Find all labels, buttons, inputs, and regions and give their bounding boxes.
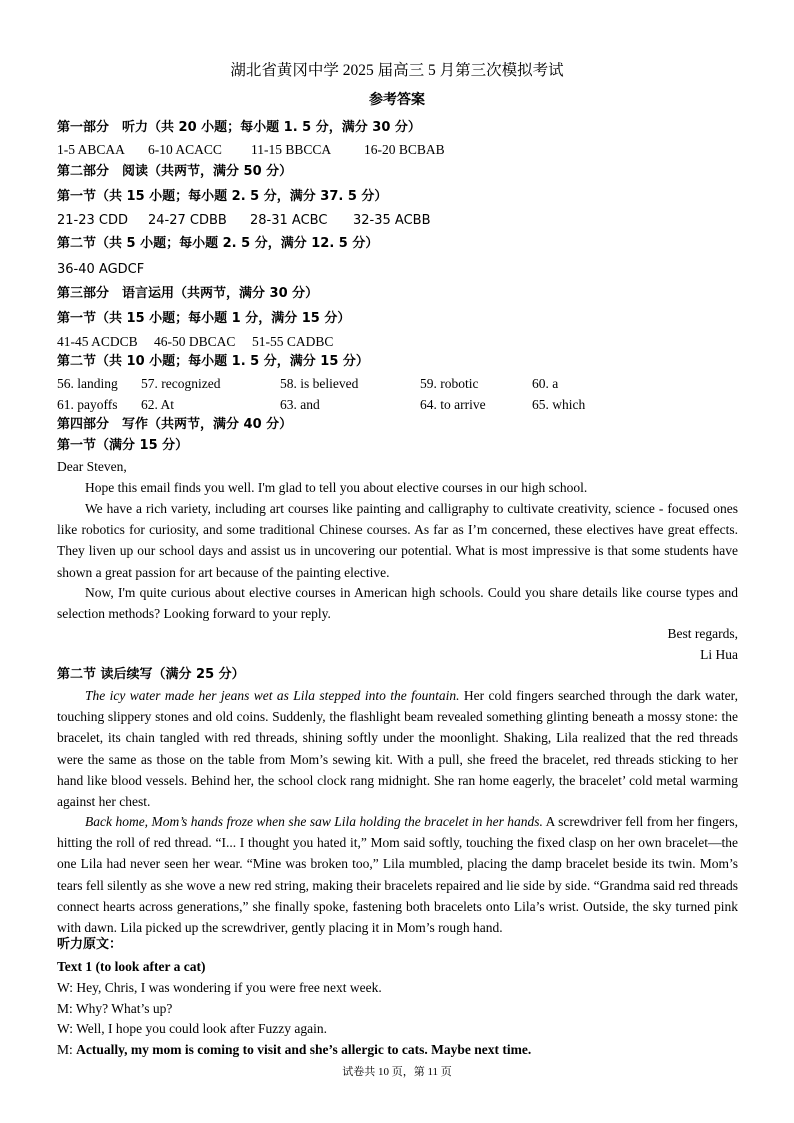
- story-lead-sentence: The icy water made her jeans wet as Lila stepped into the fountain.: [85, 688, 460, 703]
- grammar-answer: 59. robotic: [420, 376, 479, 391]
- letter-closing: Best regards,: [667, 626, 738, 641]
- grammar-answers-row: [57, 394, 739, 415]
- story-paragraph: [57, 685, 738, 812]
- part2-section1-heading: 第一节（共 15 小题；每小题 2. 5 分，满分 37. 5 分）: [57, 189, 388, 204]
- speaker-label: M:: [57, 1042, 77, 1057]
- page-subtitle: 参考答案: [369, 92, 425, 108]
- letter-paragraph: Now, I'm quite curious about elective courses in American high schools. Could you share details like course types and selection methods? Looking forward to your reply.: [57, 585, 738, 622]
- letter-paragraph: We have a rich variety, including art courses like painting and calligraphy to cultivate creativity, science - focused ones like robotics for curiosity, and some traditional Chinese courses. As far as I’m concerned, these electives have great effects. They liven up our school days and assist us in uncovering our potential. What is most impressive is that some students have shown a great passion for art because of the painting elective.: [57, 501, 738, 580]
- grammar-answer: 57. recognized: [141, 376, 221, 391]
- letter-paragraph: Hope this email finds you well. I'm glad to tell you about elective courses in our high school.: [85, 480, 588, 495]
- page-footer: 试卷共 10 页，第 11 页: [342, 1066, 452, 1078]
- part3-section1-heading: 第一节（共 15 小题；每小题 1 分，满分 15 分）: [57, 311, 351, 326]
- page-title: 湖北省黄冈中学 2025 届高三 5 月第三次模拟考试: [230, 62, 564, 79]
- answer-group: 16-20 BCBAB: [364, 142, 445, 157]
- answer-group: 36-40 AGDCF: [57, 262, 145, 277]
- answer-group: 32-35 ACBB: [353, 213, 431, 228]
- answer-group: 51-55 CADBC: [252, 334, 334, 349]
- part4-section2-heading: 第二节 读后续写（满分 25 分）: [57, 667, 245, 682]
- part2-section2-heading: 第二节（共 5 小题；每小题 2. 5 分，满分 12. 5 分）: [57, 236, 379, 251]
- part2-section2-answers: [57, 258, 739, 280]
- grammar-answer: 64. to arrive: [420, 397, 486, 412]
- answer-group: 21-23 CDD: [57, 213, 129, 228]
- part1-heading: 第一部分 听力（共 20 小题；每小题 1. 5 分，满分 30 分）: [57, 120, 421, 135]
- part2-section1-answers: [57, 209, 739, 231]
- answer-group: 46-50 DBCAC: [154, 334, 236, 349]
- letter-signature: Li Hua: [700, 647, 738, 662]
- story-body: Her cold fingers searched through the dark water, touching slippery stones and old coins. Suddenly, the flashlight beam revealed something glinting beneath a mossy stone: the bracelet, its chain tangled with red threads, shining softly under the moonlight. Shaking, Lila realized that the red threads were the same as those on the table from Mom’s sewing kit. With a pull, she freed the bracelet, red threads sticking to her hand like blood vessels. Behind her, the school clock rang midnight. She ran home eagerly, the bracelet’ cold metal warming against her chest.: [57, 688, 738, 810]
- part4-heading: 第四部分 写作（共两节，满分 40 分）: [57, 417, 293, 432]
- dialogue-line: W: Well, I hope you could look after Fuzzy again.: [57, 1021, 327, 1036]
- grammar-answer: 60. a: [532, 376, 559, 391]
- part1-answers: [57, 139, 739, 160]
- grammar-answer: 61. payoffs: [57, 397, 118, 412]
- grammar-answer: 62. At: [141, 397, 175, 412]
- answer-group: 24-27 CDBB: [148, 213, 227, 228]
- letter-salutation: Dear Steven,: [57, 459, 127, 474]
- part2-heading: 第二部分 阅读（共两节，满分 50 分）: [57, 164, 293, 179]
- text1-title: Text 1 (to look after a cat): [57, 959, 206, 974]
- answer-group: 1-5 ABCAA: [57, 142, 125, 157]
- part3-section1-answers: [57, 331, 739, 352]
- part3-heading: 第三部分 语言运用（共两节，满分 30 分）: [57, 286, 319, 301]
- key-answer-sentence: Actually, my mom is coming to visit and she’s allergic to cats. Maybe next time.: [76, 1042, 532, 1057]
- grammar-answer: 56. landing: [57, 376, 118, 391]
- grammar-answer: 63. and: [280, 397, 320, 412]
- grammar-answer: 58. is believed: [280, 376, 359, 391]
- part4-section1-heading: 第一节（满分 15 分）: [57, 438, 189, 453]
- dialogue-line: [57, 1039, 739, 1060]
- answer-group: 6-10 ACACC: [148, 142, 222, 157]
- dialogue-line: W: Hey, Chris, I was wondering if you were free next week.: [57, 980, 382, 995]
- grammar-answer: 65. which: [532, 397, 586, 412]
- story-paragraph: [57, 811, 738, 938]
- grammar-answers-row: [57, 373, 739, 394]
- dialogue-line: M: Why? What’s up?: [57, 1001, 173, 1016]
- answer-group: 28-31 ACBC: [250, 213, 328, 228]
- listening-heading: 听力原文：: [57, 937, 123, 952]
- answer-group: 11-15 BBCCA: [251, 142, 332, 157]
- part3-section2-heading: 第二节（共 10 小题；每小题 1. 5 分，满分 15 分）: [57, 354, 369, 369]
- story-body: A screwdriver fell from her fingers, hitting the roll of red thread. “I... I thought you hated it,” Mom said softly, touching the fixed clasp on her own bracelet—the one Lila had never seen her wear. “Mine was broken too,” Lila mumbled, placing the damp bracelet beside its twin. Mom’s tears fell silently as she wove a new red string, making their bracelets repaired and lie side by side. “Grandma said red threads connect hearts across generations,” she finally spoke, fastening both bracelets onto Lila’s wrist. Outside, the sky turned pink with dawn. Lila picked up the screwdriver, gently placing it in Mom’s rough hand.: [57, 814, 738, 936]
- answer-group: 41-45 ACDCB: [57, 334, 138, 349]
- story-lead-sentence: Back home, Mom’s hands froze when she saw Lila holding the bracelet in her hands.: [85, 814, 543, 829]
